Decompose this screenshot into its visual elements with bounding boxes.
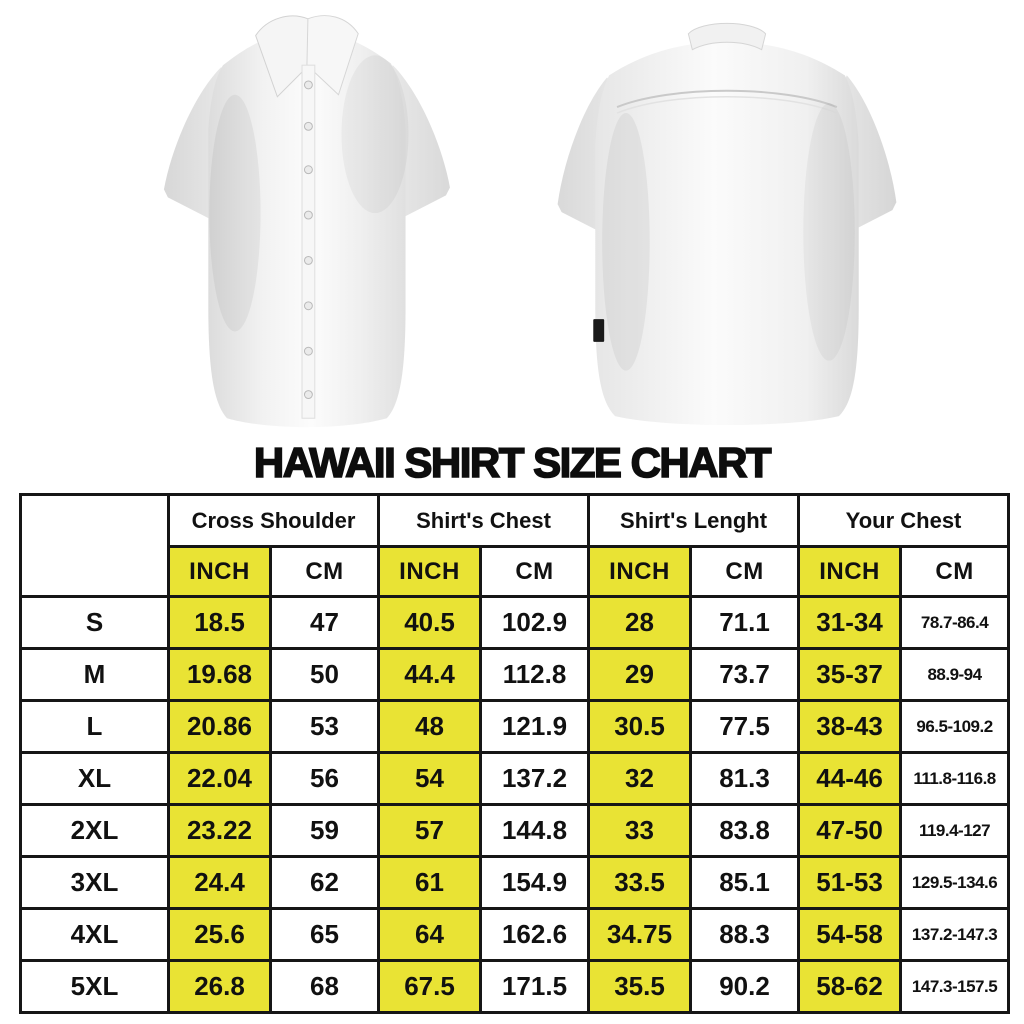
- cell-cm: 119.4-127: [901, 805, 1009, 857]
- cell-inch: 19.68: [169, 649, 271, 701]
- cell-cm: 90.2: [691, 961, 799, 1013]
- cell-cm: 137.2-147.3: [901, 909, 1009, 961]
- cell-inch: 33.5: [589, 857, 691, 909]
- unit-inch: INCH: [379, 547, 481, 597]
- table-row-s: [21, 597, 1009, 649]
- cell-cm: 154.9: [481, 857, 589, 909]
- cell-inch: 44.4: [379, 649, 481, 701]
- table-row-5xl: [21, 961, 1009, 1013]
- size-label: 5XL: [21, 961, 169, 1013]
- shirt-front-image: [122, 6, 482, 434]
- size-label: XL: [21, 753, 169, 805]
- cell-inch: 51-53: [799, 857, 901, 909]
- table-row-3xl: [21, 857, 1009, 909]
- unit-cm: CM: [691, 547, 799, 597]
- cell-inch: 64: [379, 909, 481, 961]
- group-shirts-length: Shirt's Lenght: [589, 495, 799, 547]
- table-row-l: [21, 701, 1009, 753]
- cell-cm: 81.3: [691, 753, 799, 805]
- cell-inch: 48: [379, 701, 481, 753]
- cell-cm: 47: [271, 597, 379, 649]
- page-title: HAWAII SHIRT SIZE CHART: [253, 439, 771, 486]
- size-label: S: [21, 597, 169, 649]
- cell-cm: 88.3: [691, 909, 799, 961]
- table-row-xl: [21, 753, 1009, 805]
- shirt-back-image: [530, 14, 922, 430]
- cell-cm: 68: [271, 961, 379, 1013]
- unit-cm: CM: [481, 547, 589, 597]
- cell-cm: 102.9: [481, 597, 589, 649]
- cell-cm: 147.3-157.5: [901, 961, 1009, 1013]
- cell-cm: 59: [271, 805, 379, 857]
- cell-inch: 28: [589, 597, 691, 649]
- corner-cell: [21, 495, 169, 597]
- cell-inch: 54: [379, 753, 481, 805]
- cell-inch: 23.22: [169, 805, 271, 857]
- cell-cm: 85.1: [691, 857, 799, 909]
- cell-inch: 58-62: [799, 961, 901, 1013]
- table-row-m: [21, 649, 1009, 701]
- cell-inch: 18.5: [169, 597, 271, 649]
- unit-cm: CM: [901, 547, 1009, 597]
- size-chart-table: [19, 493, 1010, 1014]
- cell-inch: 47-50: [799, 805, 901, 857]
- group-your-chest: Your Chest: [799, 495, 1009, 547]
- cell-cm: 78.7-86.4: [901, 597, 1009, 649]
- unit-inch: INCH: [589, 547, 691, 597]
- unit-header-row: [21, 547, 1009, 597]
- cell-inch: 34.75: [589, 909, 691, 961]
- cell-inch: 33: [589, 805, 691, 857]
- cell-cm: 112.8: [481, 649, 589, 701]
- cell-cm: 96.5-109.2: [901, 701, 1009, 753]
- cell-cm: 65: [271, 909, 379, 961]
- cell-inch: 61: [379, 857, 481, 909]
- cell-cm: 171.5: [481, 961, 589, 1013]
- unit-inch: INCH: [169, 547, 271, 597]
- group-cross-shoulder: Cross Shoulder: [169, 495, 379, 547]
- cell-cm: 121.9: [481, 701, 589, 753]
- cell-inch: 38-43: [799, 701, 901, 753]
- hem-tag: [593, 319, 604, 342]
- table-row-4xl: [21, 909, 1009, 961]
- cell-cm: 83.8: [691, 805, 799, 857]
- cell-cm: 71.1: [691, 597, 799, 649]
- cell-inch: 30.5: [589, 701, 691, 753]
- cell-inch: 26.8: [169, 961, 271, 1013]
- cell-inch: 67.5: [379, 961, 481, 1013]
- group-header-row: [21, 495, 1009, 547]
- cell-inch: 25.6: [169, 909, 271, 961]
- cell-inch: 40.5: [379, 597, 481, 649]
- cell-inch: 35.5: [589, 961, 691, 1013]
- cell-cm: 137.2: [481, 753, 589, 805]
- cell-cm: 62: [271, 857, 379, 909]
- cell-cm: 88.9-94: [901, 649, 1009, 701]
- group-shirts-chest: Shirt's Chest: [379, 495, 589, 547]
- size-label: M: [21, 649, 169, 701]
- size-label: 3XL: [21, 857, 169, 909]
- size-label: 4XL: [21, 909, 169, 961]
- cell-inch: 31-34: [799, 597, 901, 649]
- cell-cm: 144.8: [481, 805, 589, 857]
- unit-cm: CM: [271, 547, 379, 597]
- cell-cm: 73.7: [691, 649, 799, 701]
- table-row-2xl: [21, 805, 1009, 857]
- cell-inch: 32: [589, 753, 691, 805]
- cell-cm: 77.5: [691, 701, 799, 753]
- cell-inch: 24.4: [169, 857, 271, 909]
- cell-cm: 53: [271, 701, 379, 753]
- cell-inch: 29: [589, 649, 691, 701]
- shirt-photos: [0, 0, 1024, 440]
- cell-cm: 56: [271, 753, 379, 805]
- size-label: L: [21, 701, 169, 753]
- cell-cm: 162.6: [481, 909, 589, 961]
- cell-cm: 50: [271, 649, 379, 701]
- cell-inch: 44-46: [799, 753, 901, 805]
- unit-inch: INCH: [799, 547, 901, 597]
- size-label: 2XL: [21, 805, 169, 857]
- cell-inch: 57: [379, 805, 481, 857]
- cell-inch: 54-58: [799, 909, 901, 961]
- cell-inch: 20.86: [169, 701, 271, 753]
- cell-inch: 22.04: [169, 753, 271, 805]
- cell-cm: 111.8-116.8: [901, 753, 1009, 805]
- cell-cm: 129.5-134.6: [901, 857, 1009, 909]
- cell-inch: 35-37: [799, 649, 901, 701]
